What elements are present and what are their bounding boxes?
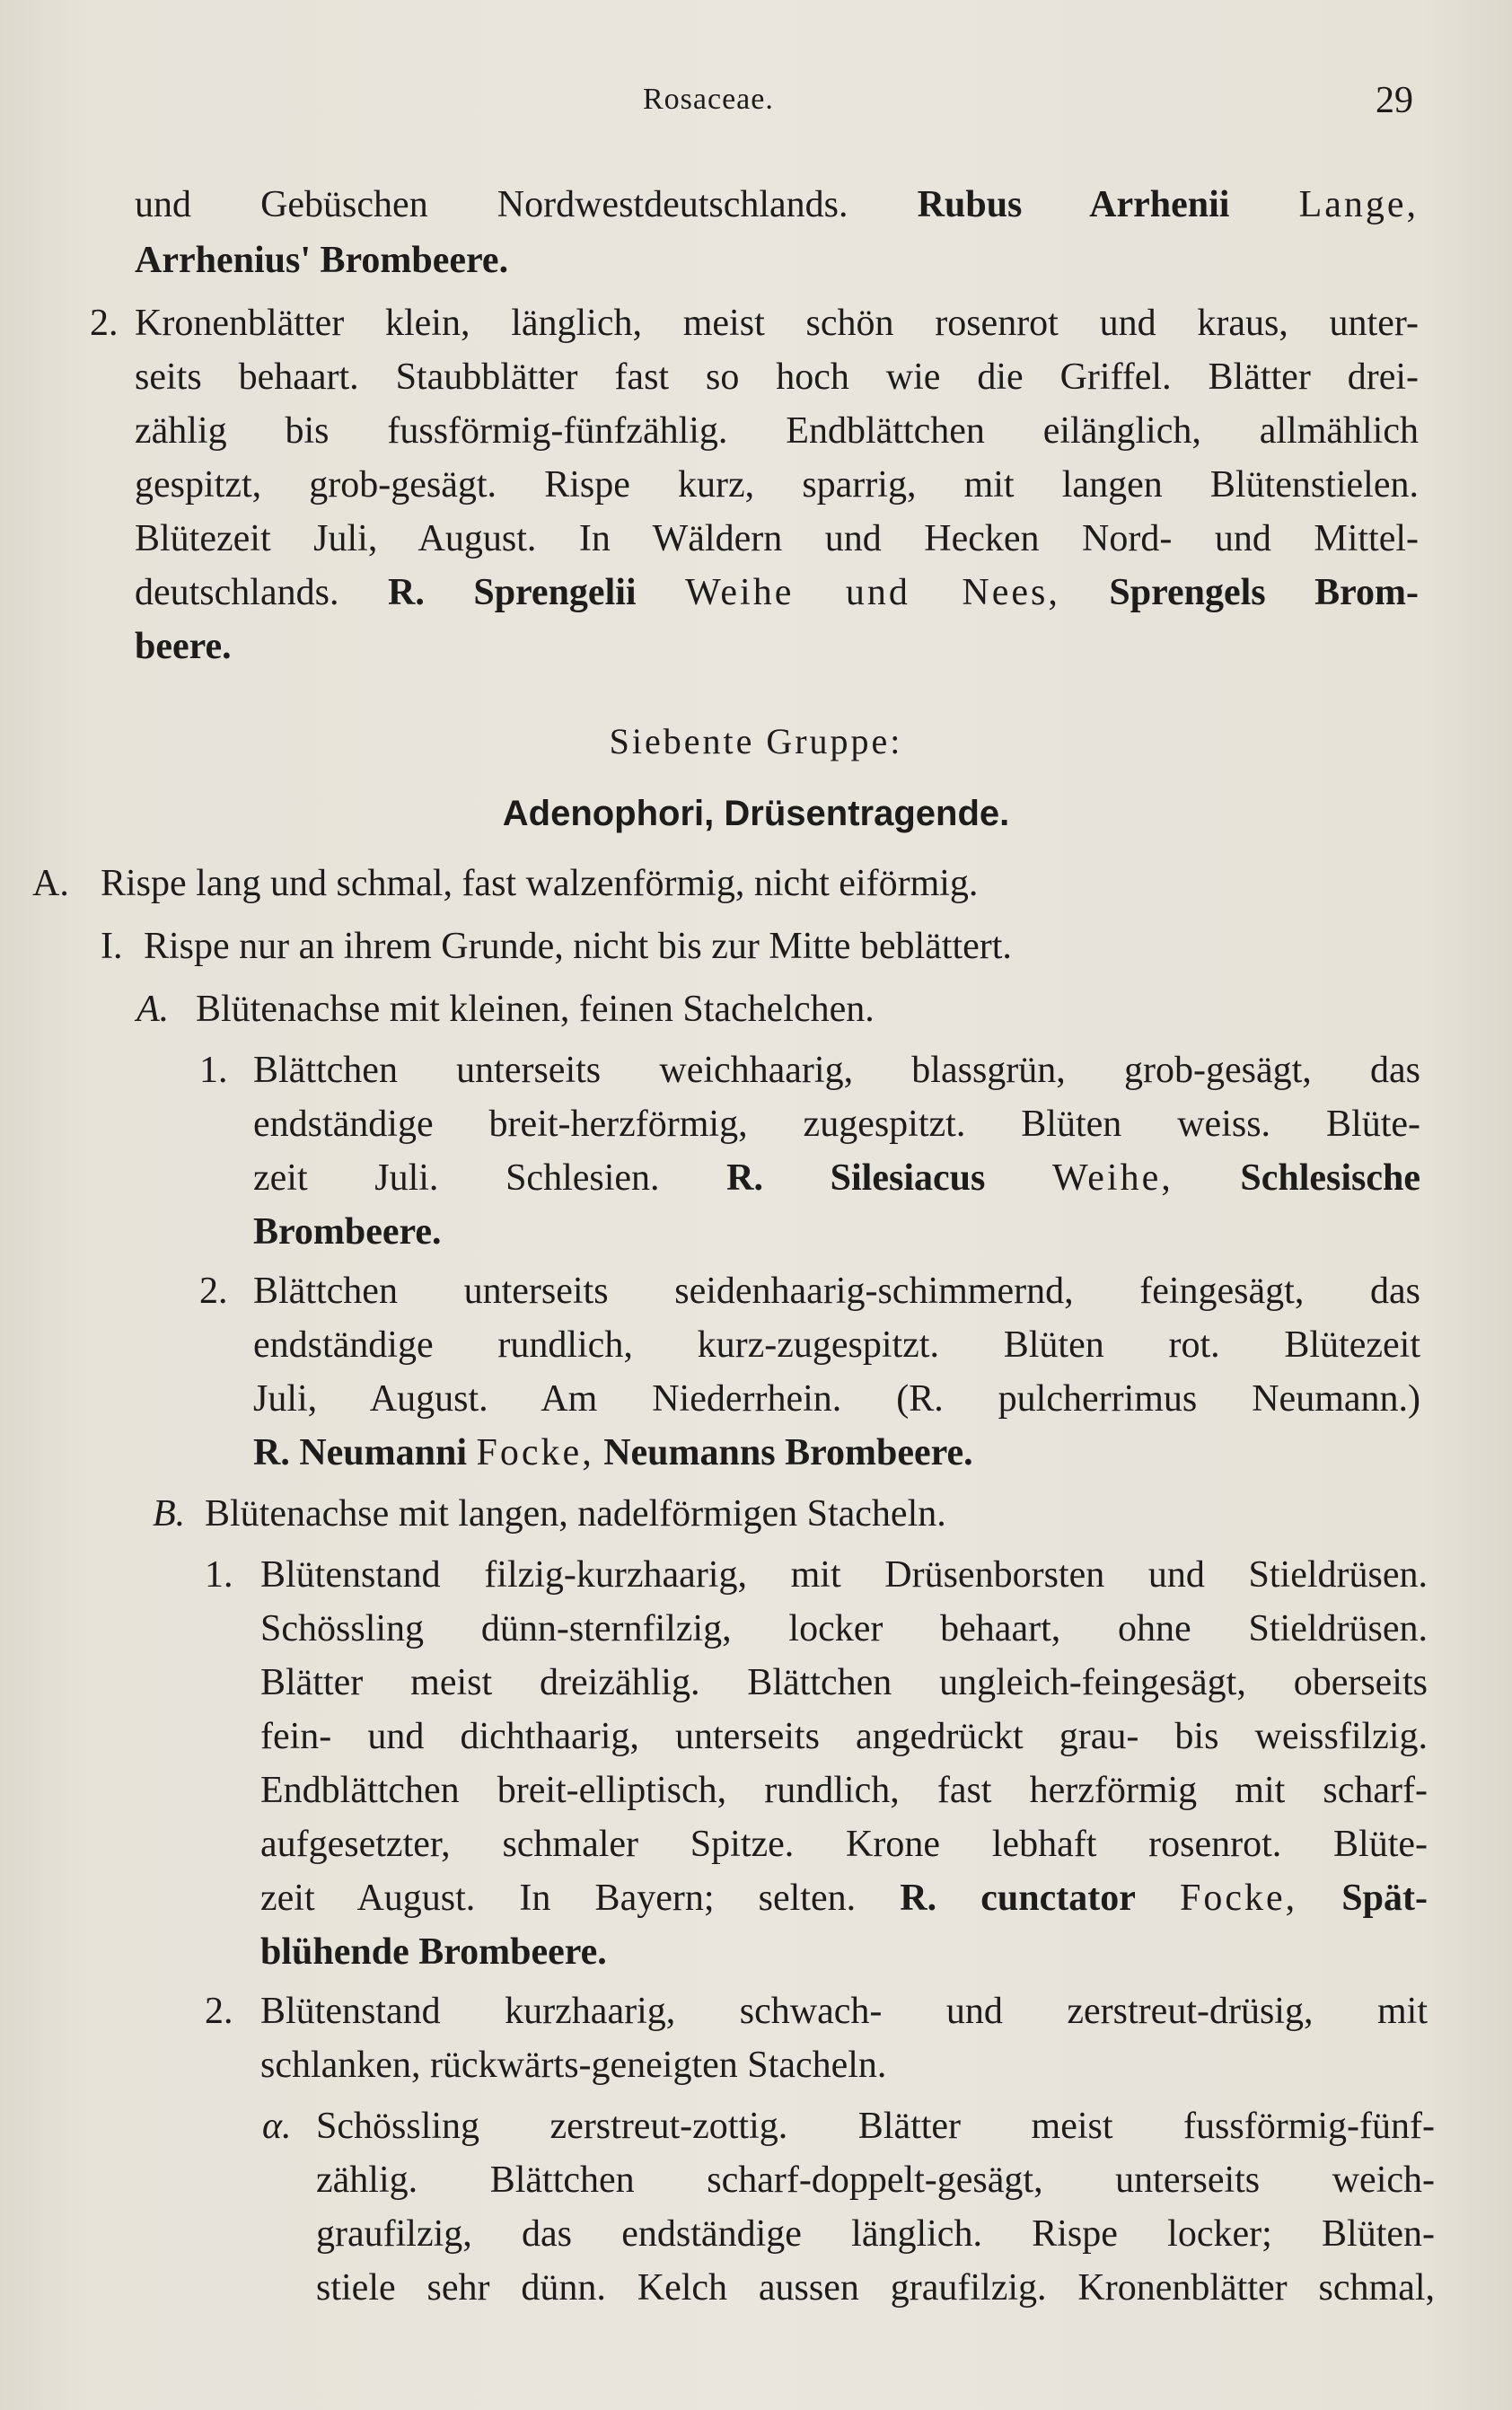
text-line: stiele sehr dünn. Kelch aussen graufilzig. Kronenblätter schmal, — [316, 2267, 1435, 2309]
species-name: R. Neumanni — [253, 1432, 468, 1473]
item-number: 1. — [199, 1050, 228, 1091]
item-number: 2. — [205, 1991, 233, 2032]
text-line: Juli, August. Am Niederrhein. (R. pulcherrimus Neumann.) — [253, 1378, 1420, 1420]
running-header — [0, 80, 1512, 128]
text-line: Blütezeit Juli, August. In Wäldern und Hecken Nord- und Mittel- — [135, 518, 1419, 559]
text-line: Blütenstand filzig-kurzhaarig, mit Drüsenborsten und Stieldrüsen. — [260, 1554, 1428, 1596]
text-line: Schössling zerstreut-zottig. Blätter meist fussförmig-fünf- — [316, 2106, 1435, 2147]
author-name: Focke, — [476, 1432, 594, 1473]
text-line: Rispe lang und schmal, fast walzenförmig, nicht eiförmig. — [101, 863, 979, 904]
text-line: Blättchen unterseits weichhaarig, blassgrün, grob-gesägt, das — [253, 1050, 1420, 1091]
author-name: Weihe, — [1051, 1157, 1174, 1199]
common-name: Schlesische — [1240, 1157, 1421, 1199]
text-line — [260, 1875, 1428, 1925]
text-line — [253, 1429, 973, 1480]
common-name: Spät- — [1341, 1878, 1428, 1919]
species-name: R. cunctator — [900, 1878, 1136, 1919]
author-name: Lange, — [1298, 184, 1420, 225]
text-line: fein- und dichthaarig, unterseits angedrückt grau- bis weissfilzig. — [260, 1716, 1428, 1757]
text-line: schlanken, rückwärts-geneigten Stacheln. — [260, 2045, 887, 2086]
text-line: gespitzt, grob-gesägt. Rispe kurz, sparrig, mit langen Blütenstielen. — [135, 464, 1419, 506]
species-name: R. Sprengelii — [387, 572, 637, 613]
common-name: Arrhenius' Brombeere. — [135, 240, 509, 281]
section-label: I. — [101, 926, 123, 967]
text-line: endständige breit-herzförmig, zugespitzt. Blüten weiss. Blüte- — [253, 1104, 1420, 1145]
item-number: 1. — [205, 1554, 233, 1596]
text-run: zeit Juli. Schlesien. — [253, 1157, 660, 1199]
text-line: seits behaart. Staubblätter fast so hoch wie die Griffel. Blätter drei- — [135, 356, 1419, 398]
text-run: und Gebüschen Nordwestdeutschlands. — [135, 184, 848, 225]
sub-item-label: α. — [262, 2106, 292, 2147]
section-label: B. — [153, 1493, 186, 1535]
text-line: zählig. Blättchen scharf-doppelt-gesägt, unterseits weich- — [316, 2159, 1435, 2201]
text-line: Blätter meist dreizählig. Blättchen ungleich-feingesägt, oberseits — [260, 1662, 1428, 1703]
author-name: Focke, — [1180, 1878, 1298, 1919]
page-number: 29 — [1376, 80, 1413, 121]
group-subtitle: Siebente Gruppe: — [609, 721, 903, 761]
common-name: beere. — [135, 626, 232, 667]
section-label: A. — [32, 863, 69, 904]
author-name: Weihe und Nees, — [685, 572, 1060, 613]
text-line — [135, 181, 1419, 232]
item-number: 2. — [90, 303, 119, 344]
text-line: Schössling dünn-sternfilzig, locker behaart, ohne Stieldrüsen. — [260, 1608, 1428, 1649]
text-line: endständige rundlich, kurz-zugespitzt. Blüten rot. Blütezeit — [253, 1324, 1420, 1366]
common-name: blühende Brombeere. — [260, 1931, 607, 1973]
text-line: Blütenstand kurzhaarig, schwach- und zerstreut-drüsig, mit — [260, 1991, 1428, 2032]
species-name: Rubus Arrhenii — [917, 184, 1230, 225]
common-name: Sprengels Brom- — [1109, 572, 1420, 613]
text-run: zeit August. In Bayern; selten. — [260, 1878, 857, 1919]
running-title: Rosaceae. — [643, 83, 774, 116]
text-line — [253, 1155, 1420, 1205]
text-line: Rispe nur an ihrem Grunde, nicht bis zur Mitte beblättert. — [144, 926, 1012, 967]
section-label: A. — [136, 989, 170, 1030]
text-line: zählig bis fussförmig-fünfzählig. Endblättchen eilänglich, allmählich — [135, 410, 1419, 452]
text-line: Endblättchen breit-elliptisch, rundlich, fast herzförmig mit scharf- — [260, 1770, 1428, 1811]
species-name: R. Silesiacus — [726, 1157, 986, 1199]
text-line: aufgesetzter, schmaler Spitze. Krone lebhaft rosenrot. Blüte- — [260, 1824, 1428, 1865]
common-name: Neumanns Brombeere. — [603, 1432, 973, 1473]
text-line — [135, 569, 1419, 620]
text-line: Blättchen unterseits seidenhaarig-schimmernd, feingesägt, das — [253, 1271, 1420, 1312]
common-name: Brombeere. — [253, 1211, 442, 1253]
group-title: Adenophori, Drüsentragende. — [502, 794, 1010, 833]
text-line: graufilzig, das endständige länglich. Rispe locker; Blüten- — [316, 2213, 1435, 2255]
text-line: Blütenachse mit kleinen, feinen Stachelchen. — [196, 989, 875, 1030]
text-run: deutschlands. — [135, 572, 339, 613]
text-line: Kronenblätter klein, länglich, meist schön rosenrot und kraus, unter- — [135, 303, 1419, 344]
item-number: 2. — [199, 1271, 228, 1312]
text-line: Blütenachse mit langen, nadelförmigen Stacheln. — [205, 1493, 946, 1535]
